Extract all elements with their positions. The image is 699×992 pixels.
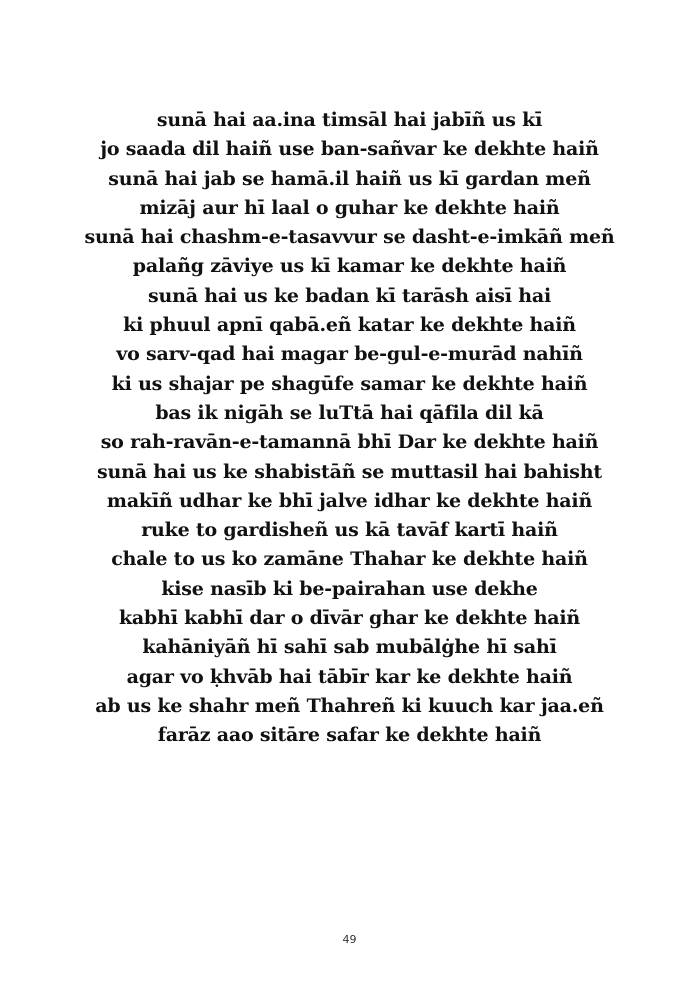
- poem-line: chale to us ko zamāne Thahar ke dekhte haiñ: [111, 548, 588, 571]
- poem-line: bas ik nigāh se luTtā hai qāfila dil kā: [155, 401, 544, 424]
- poem-line: so rah-ravān-e-tamannā bhī Dar ke dekhte haiñ: [100, 431, 599, 454]
- poem-line: sunā hai chashm-e-tasavvur se dasht-e-imkāñ meñ: [84, 226, 615, 249]
- poem-line: kahāniyāñ hī sahī sab mubālġhe hī sahī: [142, 636, 557, 659]
- poem-line: vo sarv-qad hai magar be-gul-e-murād nahīñ: [116, 343, 583, 366]
- poem-line: ki phuul apnī qabā.eñ katar ke dekhte haiñ: [123, 314, 576, 337]
- poem-line: kise nasīb ki be-pairahan use dekhe: [161, 577, 538, 600]
- poem-line: sunā hai jab se hamā.il haiñ us kī gardan meñ: [108, 167, 591, 190]
- poem-line: ki us shajar pe shagūfe samar ke dekhte haiñ: [111, 372, 588, 395]
- poem-line: farāz aao sitāre safar ke dekhte haiñ: [157, 724, 542, 747]
- poem-line: palañg zāviye us kī kamar ke dekhte haiñ: [132, 255, 567, 278]
- poem-line: sunā hai us ke shabistāñ se muttasil hai bahisht: [97, 460, 602, 483]
- poem-line: sunā hai us ke badan kī tarāsh aisī hai: [148, 284, 551, 307]
- poem-line: makīñ udhar ke bhī jalve idhar ke dekhte haiñ: [106, 489, 593, 512]
- poem-line: agar vo ḳhvāb hai tābīr kar ke dekhte haiñ: [126, 665, 573, 688]
- poem-text: [0, 106, 699, 751]
- poem-line: ruke to gardisheñ us kā tavāf kartī haiñ: [141, 519, 558, 542]
- poem-line: sunā hai aa.ina timsāl hai jabīñ us kī: [156, 109, 543, 131]
- poem-line: kabhī kabhī dar o dīvār ghar ke dekhte haiñ: [118, 607, 581, 630]
- poem-line: ab us ke shahr meñ Thahreñ ki kuuch kar jaa.eñ: [95, 694, 604, 717]
- page-number: 49: [342, 933, 357, 946]
- poem-line: jo saada dil haiñ use ban-sañvar ke dekhte haiñ: [100, 138, 599, 161]
- poem-line: mizāj aur hī laal o guhar ke dekhte haiñ: [139, 196, 560, 219]
